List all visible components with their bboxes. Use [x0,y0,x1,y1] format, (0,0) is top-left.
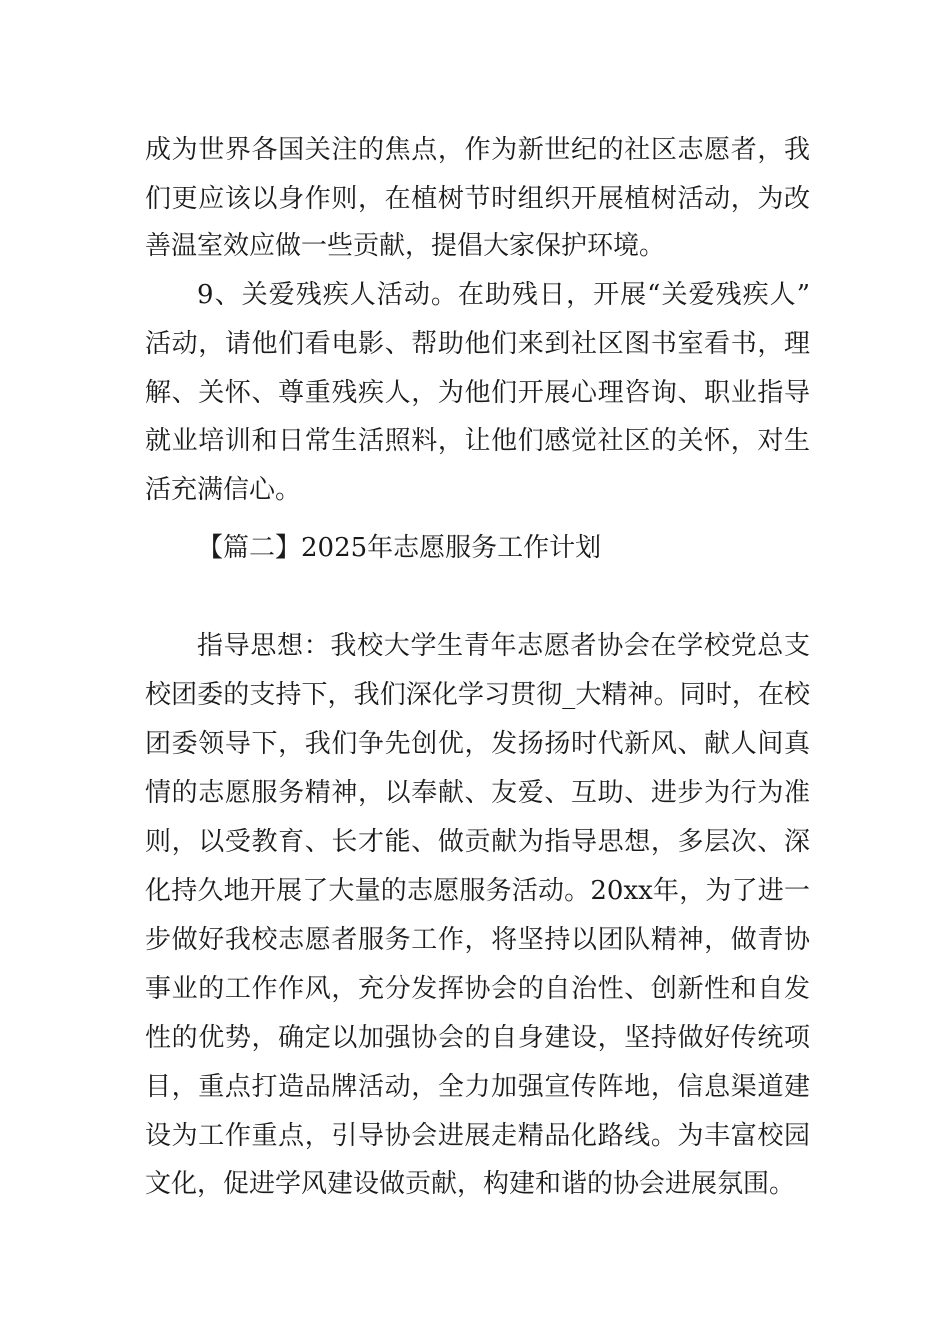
paragraph-line: 则，以受教育、长才能、做贡献为指导思想，多层次、深 [145,827,810,857]
paragraph-line: 步做好我校志愿者服务工作，将坚持以团队精神，做青协 [145,925,810,955]
paragraph-line: 文化，促进学风建设做贡献，构建和谐的协会进展氛围。 [145,1169,796,1199]
paragraph-line: 化持久地开展了大量的志愿服务活动。20xx年，为了进一 [145,876,810,906]
paragraph-line: 事业的工作作风，充分发挥协会的自治性、创新性和自发 [145,974,810,1004]
paragraph-line: 就业培训和日常生活照料，让他们感觉社区的关怀，对生 [145,426,810,456]
paragraph-line: 活充满信心。 [145,475,302,505]
paragraph-line: 9、关爱残疾人活动。在助残日，开展“关爱残疾人” [197,280,810,310]
paragraph-line: 团委领导下，我们争先创优，发扬扬时代新风、献人间真 [145,729,810,759]
paragraph-line: 性的优势，确定以加强协会的自身建设，坚持做好传统项 [145,1023,810,1053]
paragraph-line: 解、关怀、尊重残疾人，为他们开展心理咨询、职业指导 [145,378,810,408]
paragraph-line: 们更应该以身作则，在植树节时组织开展植树活动，为改 [145,184,810,214]
paragraph-line: 指导思想：我校大学生青年志愿者协会在学校党总支 [197,631,810,661]
paragraph-line: 活动，请他们看电影、帮助他们来到社区图书室看书，理 [145,329,810,359]
paragraph-line: 情的志愿服务精神，以奉献、友爱、互助、进步为行为准 [145,778,810,808]
section-heading: 【篇二】2025年志愿服务工作计划 [197,533,602,563]
paragraph-line: 目，重点打造品牌活动，全力加强宣传阵地，信息渠道建 [145,1072,810,1102]
paragraph-line: 成为世界各国关注的焦点，作为新世纪的社区志愿者，我 [145,135,810,165]
paragraph-line: 校团委的支持下，我们深化学习贯彻_大精神。同时，在校 [145,680,810,710]
paragraph-line: 善温室效应做一些贡献，提倡大家保护环境。 [145,231,666,261]
paragraph-line: 设为工作重点，引导协会进展走精品化路线。为丰富校园 [145,1121,810,1151]
